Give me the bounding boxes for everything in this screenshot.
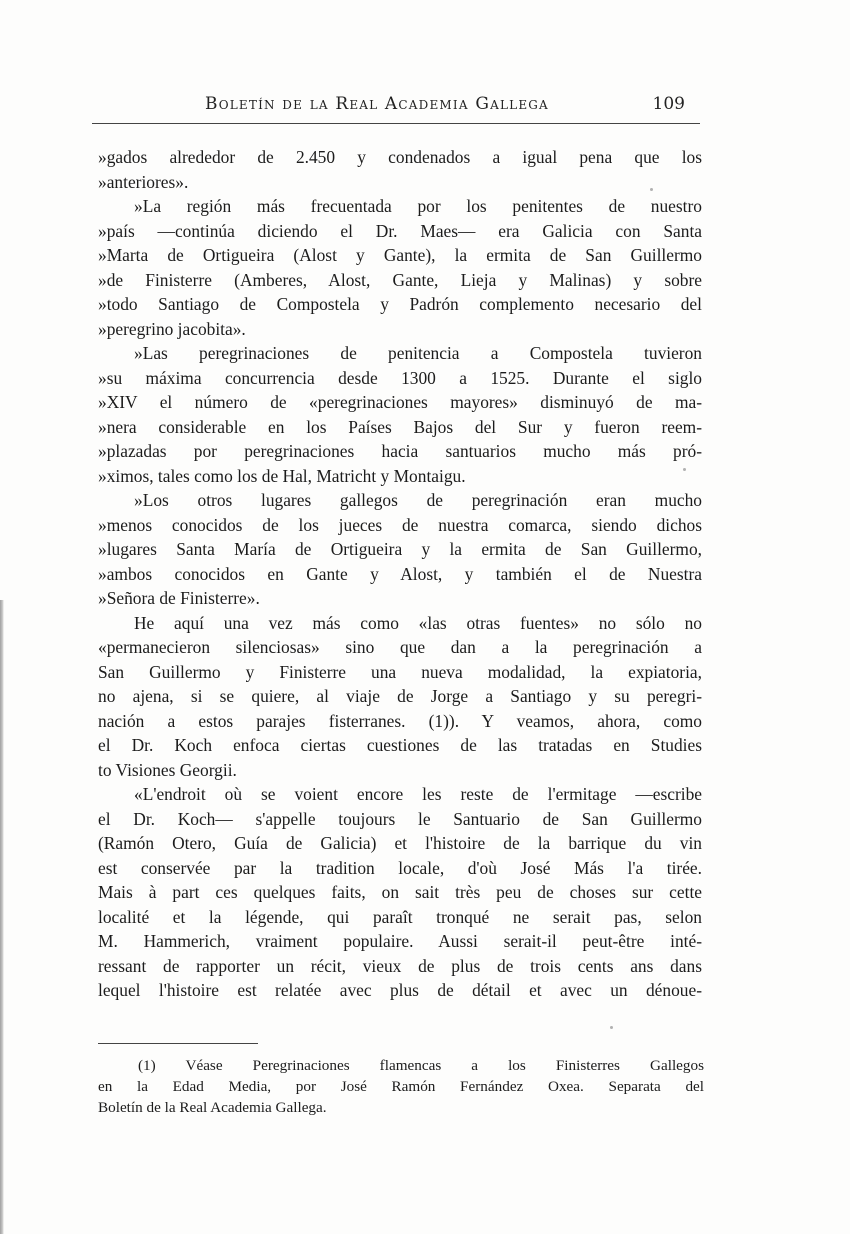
text-line: He aquí una vez más como «las otras fuentes» no sólo no: [134, 612, 702, 633]
text-line: lequel l'histoire est relatée avec plus de détail et avec un dénoue-: [98, 980, 702, 1000]
text-line: »nera considerable en los Países Bajos del Sur y fueron reem-: [98, 416, 702, 437]
text-line: el Dr. Koch enfoca ciertas cuestiones de las tratadas en Studies: [98, 735, 702, 755]
text-line: »peregrino jacobita».: [98, 318, 246, 339]
text-line: »de Finisterre (Amberes, Alost, Gante, Lieja y Malinas) y sobre: [98, 269, 702, 290]
text-line: »su máxima concurrencia desde 1300 a 1525. Durante el siglo: [98, 367, 702, 388]
text-line: el Dr. Koch— s'appelle toujours le Santuario de San Guillermo: [98, 808, 702, 829]
running-head: [95, 94, 701, 122]
page-number: 109: [652, 94, 685, 114]
text-line: est conservée par la tradition locale, d'où José Más l'a tirée.: [98, 857, 702, 878]
text-line: »La región más frecuentada por los penitentes de nuestro: [134, 196, 702, 216]
footnote-line: Boletín de la Real Academia Gallega.: [98, 1099, 327, 1116]
text-line: ressant de rapporter un récit, vieux de plus de trois cents ans dans: [98, 955, 702, 976]
text-line: (Ramón Otero, Guía de Galicia) et l'histoire de la barrique du vin: [98, 833, 702, 853]
text-line: »anteriores».: [98, 171, 189, 192]
text-line: »plazadas por peregrinaciones hacia santuarios mucho más pró-: [98, 441, 702, 461]
text-line: »Marta de Ortigueira (Alost y Gante), la ermita de San Guillermo: [98, 245, 702, 265]
header-rule: [92, 123, 700, 124]
text-line: nación a estos parajes fisterranes. (1)). Y veamos, ahora, como: [98, 710, 702, 731]
journal-title: Boletín de la Real Academia Gallega: [205, 94, 549, 114]
text-line: to Visiones Georgii.: [98, 759, 237, 780]
footnote: [98, 1055, 704, 1118]
text-line: San Guillermo y Finisterre una nueva modalidad, la expiatoria,: [98, 661, 702, 682]
text-line: »menos conocidos de los jueces de nuestra comarca, siendo dichos: [98, 514, 702, 535]
scan-speck: [683, 468, 686, 471]
scan-speck: [650, 188, 653, 191]
footnote-rule: [98, 1043, 258, 1044]
body-text: [98, 145, 702, 1003]
text-line: »todo Santiago de Compostela y Padrón complemento necesario del: [98, 294, 702, 314]
footnote-line: en la Edad Media, por José Ramón Fernández Oxea. Separata del: [98, 1078, 704, 1095]
text-line: »lugares Santa María de Ortigueira y la ermita de San Guillermo,: [98, 539, 702, 559]
text-line: »Señora de Finisterre».: [98, 588, 260, 608]
text-line: »país —continúa diciendo el Dr. Maes— era Galicia con Santa: [98, 220, 702, 241]
text-line: no ajena, si se quiere, al viaje de Jorge a Santiago y su peregri-: [98, 686, 702, 706]
text-line: «L'endroit où se voient encore les reste de l'ermitage —escribe: [134, 784, 702, 804]
text-line: M. Hammerich, vraiment populaire. Aussi serait-il peut-être inté-: [98, 931, 702, 951]
text-line: »XIV el número de «peregrinaciones mayores» disminuyó de ma-: [98, 392, 702, 412]
text-line: Mais à part ces quelques faits, on sait très peu de choses sur cette: [98, 882, 702, 902]
footnote-line: (1) Véase Peregrinaciones flamencas a los Finisterres Gallegos: [138, 1057, 704, 1074]
text-line: »gados alrededor de 2.450 y condenados a igual pena que los: [98, 147, 702, 167]
scan-speck: [610, 1026, 613, 1029]
text-line: »ambos conocidos en Gante y Alost, y también el de Nuestra: [98, 563, 702, 584]
scan-edge-shadow: [0, 600, 4, 1234]
text-line: »ximos, tales como los de Hal, Matricht y Montaigu.: [98, 465, 466, 486]
text-line: localité et la légende, qui paraît tronqué ne serait pas, selon: [98, 906, 702, 927]
text-line: »Las peregrinaciones de penitencia a Compostela tuvieron: [134, 343, 702, 363]
text-line: »Los otros lugares gallegos de peregrinación eran mucho: [134, 490, 702, 510]
text-line: «permanecieron silenciosas» sino que dan a la peregrinación a: [98, 637, 702, 657]
